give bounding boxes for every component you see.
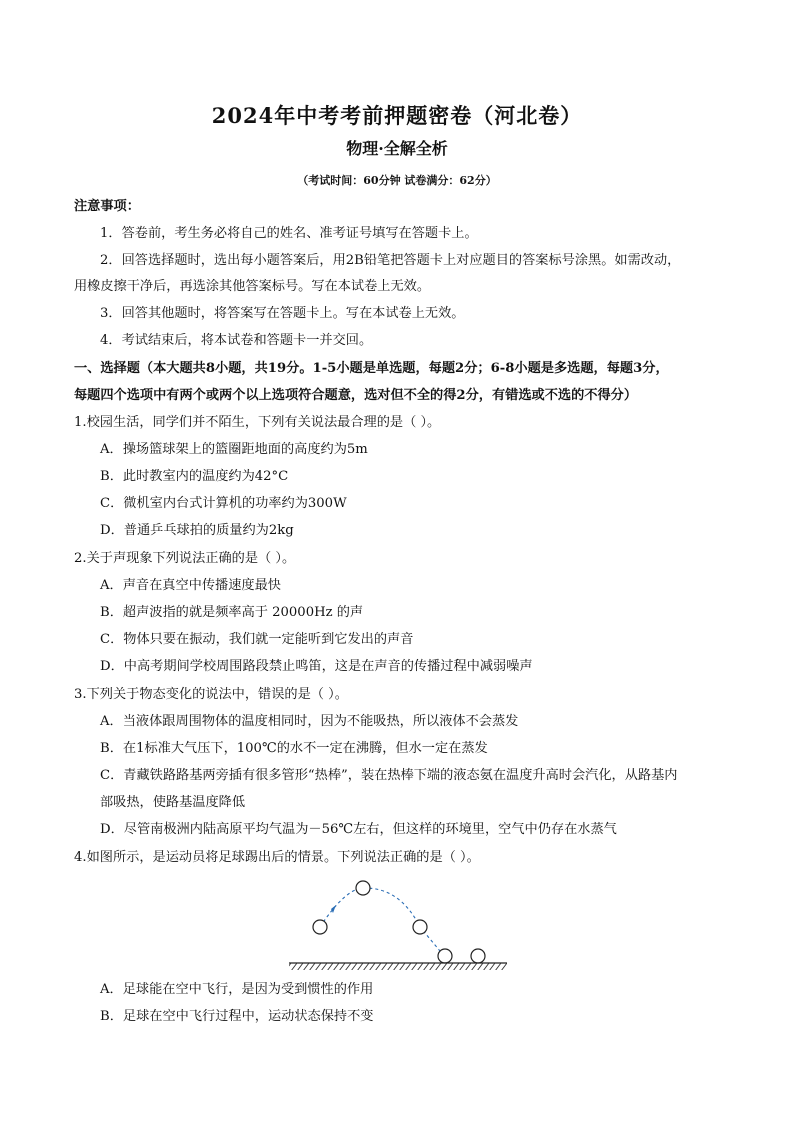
ground-hatch — [289, 963, 507, 970]
option-cont: 部吸热，使路基温度降低 — [100, 795, 246, 810]
section-heading-cont: 每题四个选项中有两个或两个以上选项符合题意，选对但不全的得2分，有错选或不选的不得分） — [74, 388, 638, 403]
ball-2 — [356, 881, 370, 895]
trajectory-path — [320, 888, 445, 957]
football-trajectory-diagram — [285, 875, 515, 975]
direction-arrow-icon — [331, 905, 336, 913]
option: B．足球在空中飞行过程中，运动状态保持不变 — [100, 1009, 374, 1024]
option: B．此时教室内的温度约为42°C — [100, 469, 289, 484]
option: C．微机室内台式计算机的功率约为300W — [100, 496, 347, 511]
notice-item: 2．回答选择题时，选出每小题答案后，用2B铅笔把答题卡上对应题目的答案标号涂黑。如需改动， — [100, 253, 681, 268]
notice-item: 1．答卷前，考生务必将自己的姓名、准考证号填写在答题卡上。 — [100, 226, 478, 241]
option: D．中高考期间学校周围路段禁止鸣笛，这是在声音的传播过程中减弱噪声 — [100, 659, 533, 674]
option: C．物体只要在振动，我们就一定能听到它发出的声音 — [100, 632, 414, 647]
question-stem: 1.校园生活，同学们并不陌生，下列有关说法最合理的是（ ）。 — [74, 415, 441, 430]
page-subtitle: 物理·全解全析 — [346, 139, 448, 158]
notice-heading: 注意事项： — [74, 199, 140, 214]
question-stem: 4.如图所示，是运动员将足球踢出后的情景。下列说法正确的是（ ）。 — [74, 850, 480, 865]
option: D．尽管南极洲内陆高原平均气温为－56℃左右，但这样的环境里，空气中仍存在水蒸气 — [100, 822, 617, 837]
ball-4 — [438, 949, 452, 963]
option: A．足球能在空中飞行，是因为受到惯性的作用 — [100, 982, 374, 997]
page-title: 2024年中考考前押题密卷（河北卷） — [211, 103, 583, 128]
section-heading: 一、选择题（本大题共8小题，共19分。1-5小题是单选题，每题2分；6-8小题是多选题，每题3分， — [74, 361, 669, 376]
option: B．在1标准大气压下，100℃的水不一定在沸腾，但水一定在蒸发 — [100, 741, 488, 756]
notice-item: 4．考试结束后，将本试卷和答题卡一并交回。 — [100, 333, 373, 348]
exam-meta: （考试时间：60分钟 试卷满分：62分） — [297, 174, 497, 187]
option: A．操场篮球架上的篮圈距地面的高度约为5m — [100, 442, 368, 457]
option: C．青藏铁路路基两旁插有很多管形“热棒”，装在热棒下端的液态氨在温度升高时会汽化，从路基内 — [100, 768, 678, 783]
ball-3 — [413, 920, 427, 934]
option: A．声音在真空中传播速度最快 — [100, 578, 281, 593]
ball-5 — [471, 949, 485, 963]
notice-item: 用橡皮擦干净后，再选涂其他答案标号。写在本试卷上无效。 — [74, 279, 431, 294]
question-stem: 3.下列关于物态变化的说法中，错误的是（ ）。 — [74, 687, 348, 702]
option: D．普通乒乓球拍的质量约为2kg — [100, 523, 294, 538]
question-stem: 2.关于声现象下列说法正确的是（ ）。 — [74, 551, 296, 566]
option: A．当液体跟周围物体的温度相同时，因为不能吸热，所以液体不会蒸发 — [100, 714, 519, 729]
notice-item: 3．回答其他题时，将答案写在答题卡上。写在本试卷上无效。 — [100, 306, 465, 321]
ball-1 — [313, 920, 327, 934]
option: B．超声波指的就是频率高于 20000Hz 的声 — [100, 605, 364, 620]
